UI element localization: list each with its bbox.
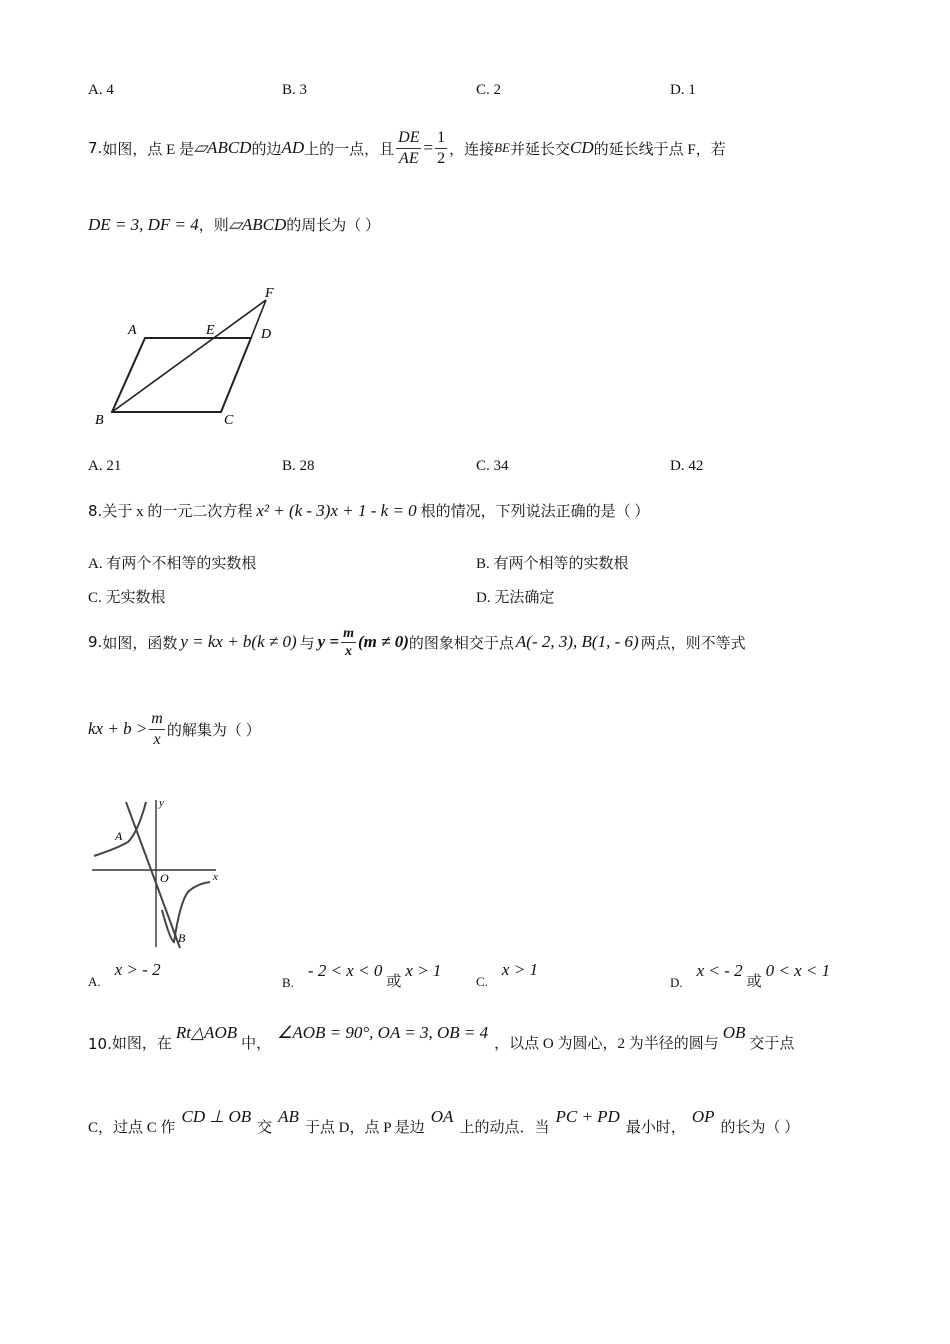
q6-option-a: A. 4 <box>88 82 114 98</box>
q7-segment-ad: AD <box>281 138 305 157</box>
q10-triangle: Rt△AOB <box>175 1023 238 1042</box>
q9-text: 两点，则不等式 <box>640 635 746 652</box>
q9-inequality-lhs: kx + b > <box>88 719 148 738</box>
q9-linear-function: y = kx + b(k ≠ 0) <box>180 632 297 651</box>
q7-parallelogram: ▱ABCD <box>228 214 287 234</box>
q9-number: 9. <box>88 633 103 651</box>
q10-text: 交 <box>257 1120 273 1136</box>
q10-given: ∠AOB = 90°, OA = 3, OB = 4 <box>277 1023 489 1042</box>
label-d: D <box>261 327 272 342</box>
parallelogram-abcd <box>112 338 251 412</box>
q7-parallelogram: ▱ABCD <box>193 138 252 157</box>
q9-text: 的解集为（ ） <box>166 722 261 739</box>
q9-inverse-function-lhs: y = <box>317 632 340 651</box>
q7-figure-parallelogram <box>88 278 288 438</box>
q9-stem-line-2 <box>88 706 261 752</box>
q9-text: 如图，函数 <box>102 635 178 652</box>
q9-option-expr: - 2 < x < 0 <box>307 961 383 980</box>
q9-stem-line-1 <box>88 620 746 664</box>
q10-segment-ab: AB <box>278 1107 299 1126</box>
q7-fraction-half: $\frac{1}{2}$ <box>437 128 446 167</box>
point-a-label: A <box>115 829 123 843</box>
origin-label: O <box>160 871 169 885</box>
q6-option-c: C. 2 <box>476 82 502 98</box>
q10-text: 上的动点．当 <box>459 1120 550 1136</box>
q9-option-or: 或 <box>746 974 762 990</box>
q9-inequality-frac: $\frac{m}{x}$ <box>151 709 163 748</box>
point-b-label: B <box>178 931 186 945</box>
q10-text: 中， <box>241 1036 272 1052</box>
q6-option-d: D. 1 <box>670 82 696 98</box>
q9-inverse-function-frac: $\frac{m}{x}$ <box>343 625 354 659</box>
q8-option-c: C. 无实数根 <box>88 590 166 606</box>
q7-text: 并延长交 <box>509 141 570 158</box>
q9-option-letter: A. <box>88 974 101 989</box>
q7-option-d: D. 42 <box>670 458 704 474</box>
q9-inverse-function-condition: (m ≠ 0) <box>358 632 409 651</box>
q9-option-letter: B. <box>282 975 294 990</box>
q8-option-d: D. 无法确定 <box>476 590 555 606</box>
q9-text: 与 <box>299 635 315 652</box>
x-axis-label: x <box>213 871 218 883</box>
q10-segment-oa: OA <box>430 1107 454 1126</box>
q10-stem-line-2 <box>88 1107 800 1137</box>
label-e: E <box>206 323 215 338</box>
q9-option-or: 或 <box>386 974 402 990</box>
q7-equals: = <box>423 138 434 157</box>
q7-segment-cd: CD <box>570 138 594 157</box>
q9-option-a <box>88 960 161 990</box>
q8-number: 8. <box>88 501 103 520</box>
q8-stem <box>88 500 649 521</box>
q10-text: 如图，在 <box>111 1036 172 1052</box>
q10-perpendicular: CD ⊥ OB <box>181 1107 252 1126</box>
q10-text: 的长为（ ） <box>720 1120 800 1136</box>
q8-option-b: B. 有两个相等的实数根 <box>476 556 629 572</box>
label-f: F <box>265 286 274 301</box>
q7-text: 的周长为（ ） <box>286 218 381 234</box>
q9-option-c <box>476 960 538 990</box>
label-c: C <box>224 413 234 428</box>
q10-sum-pc-pd: PC + PD <box>555 1107 620 1126</box>
q7-stem-line-1 <box>88 118 726 178</box>
q9-option-letter: D. <box>670 975 683 990</box>
q10-text: 交于点 <box>749 1036 795 1052</box>
q7-text: 上的一点，且 <box>304 141 395 158</box>
q7-number: 7. <box>88 139 103 157</box>
q7-option-b: B. 28 <box>282 458 315 474</box>
q10-number: 10. <box>88 1035 112 1053</box>
q9-option-expr: x < - 2 <box>696 961 743 980</box>
q9-figure-graph <box>88 792 228 952</box>
q8-text: 关于 x 的一元二次方程 <box>102 504 253 520</box>
q9-option-b <box>282 961 442 991</box>
q7-text: 的延长线于点 F，若 <box>593 141 726 158</box>
q8-option-a: A. 有两个不相等的实数根 <box>88 556 257 572</box>
q10-text: C，过点 C 作 <box>88 1120 176 1136</box>
q7-option-c: C. 34 <box>476 458 509 474</box>
q7-option-a: A. 21 <box>88 458 122 474</box>
q7-text: 如图，点 E 是 <box>102 141 194 158</box>
line-kx-plus-b <box>126 802 180 948</box>
q9-option-expr2: x > 1 <box>405 961 442 980</box>
label-a: A <box>128 323 137 338</box>
q7-text: ，连接 <box>449 141 495 158</box>
q10-segment-ob: OB <box>722 1023 746 1042</box>
q10-text: 于点 D，点 P 是边 <box>304 1120 425 1136</box>
y-axis-label: y <box>159 797 164 809</box>
q9-option-expr: x > 1 <box>501 960 538 979</box>
q8-text: 根的情况，下列说法正确的是（ ） <box>420 504 650 520</box>
q7-stem-line-2 <box>88 214 380 235</box>
q9-option-letter: C. <box>476 974 488 989</box>
q7-segment-be: BE <box>494 140 510 155</box>
q10-text: 最小时， <box>625 1120 686 1136</box>
q9-points: A(- 2, 3), B(1, - 6) <box>515 632 639 651</box>
q6-option-b: B. 3 <box>282 82 308 98</box>
q9-option-expr2: 0 < x < 1 <box>765 961 831 980</box>
q10-text: ，以点 O 为圆心，2 为半径的圆与 <box>494 1036 719 1052</box>
q9-option-d <box>670 961 831 991</box>
hyperbola-right-branch <box>162 882 210 942</box>
q7-text: ，则 <box>198 218 229 234</box>
q9-option-expr: x > - 2 <box>114 960 161 979</box>
q9-text: 的图象相交于点 <box>408 635 514 652</box>
q10-stem-line-1 <box>88 1023 795 1053</box>
label-b: B <box>95 413 104 428</box>
q7-fraction-de-ae: $\frac{DE}{AE}$ <box>398 128 420 167</box>
q7-given: DE = 3, DF = 4 <box>88 214 199 234</box>
q8-equation: x² + (k - 3)x + 1 - k = 0 <box>256 500 417 520</box>
q7-text: 的边 <box>251 141 282 158</box>
q10-segment-op: OP <box>691 1107 715 1126</box>
